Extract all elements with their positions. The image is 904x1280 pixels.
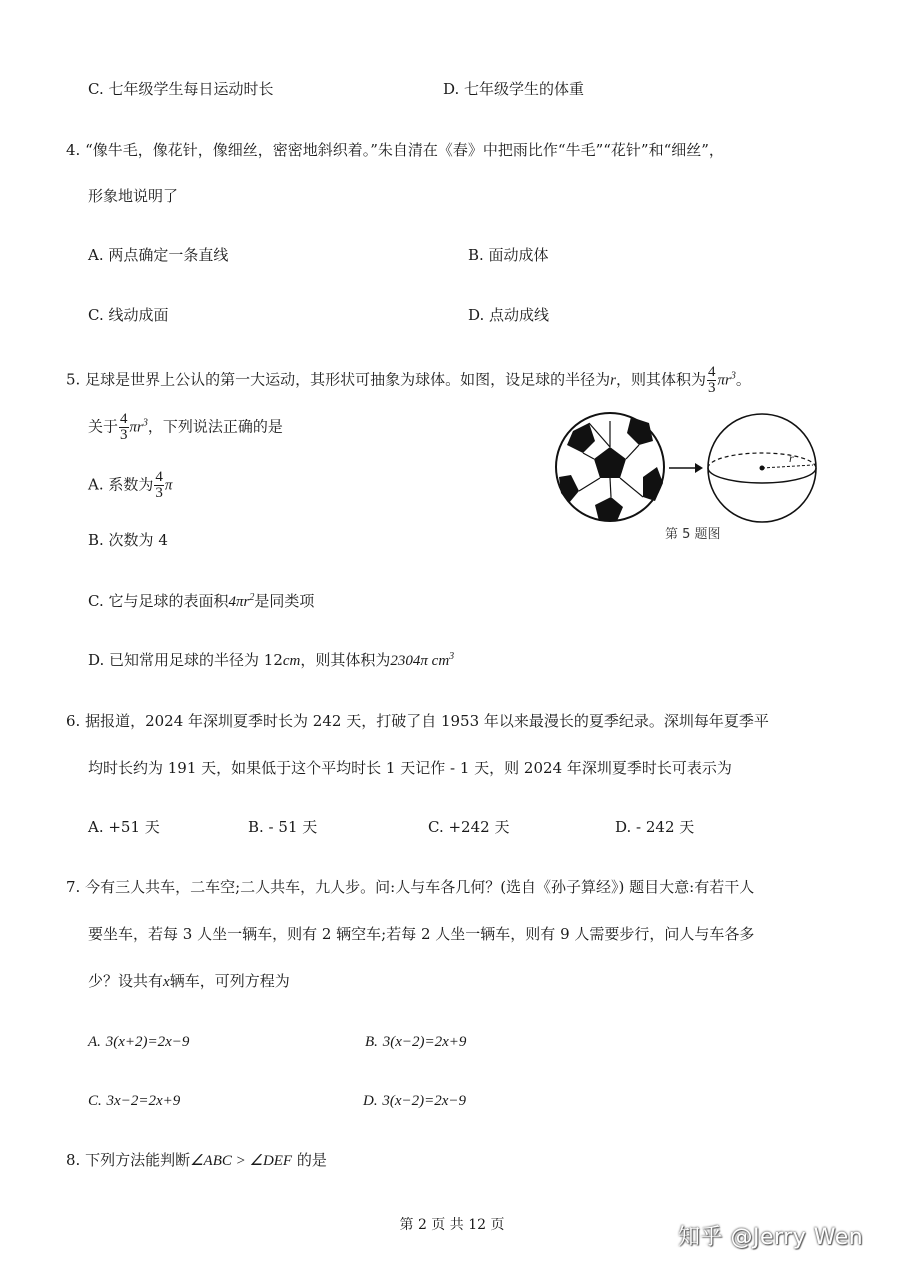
q5-option-d-text: D. 已知常用足球的半径为 12 bbox=[88, 651, 283, 669]
q4-option-b: B. 面动成体 bbox=[468, 246, 549, 264]
q6-option-c: C. +242 天 bbox=[428, 818, 510, 836]
q5-pi-r: πr bbox=[717, 372, 731, 389]
q8-stem-text: 8. 下列方法能判断 bbox=[66, 1151, 191, 1169]
q5-period: 。 bbox=[735, 370, 751, 389]
q6-option-a: A. +51 天 bbox=[88, 818, 160, 836]
q5-option-c bbox=[88, 591, 314, 612]
fraction-denominator: 3 bbox=[120, 427, 128, 443]
option-label: A. bbox=[88, 1034, 101, 1050]
q5-volume-value: 2304π cm bbox=[390, 653, 450, 669]
q7-option-b bbox=[365, 1031, 466, 1052]
fraction-numerator: 4 bbox=[155, 469, 163, 485]
q7-equation-b: 3(x−2)=2x+9 bbox=[382, 1034, 467, 1050]
q4-stem-line1: 4. “像牛毛，像花针，像细丝，密密地斜织着。”朱自清在《春》中把雨比作“牛毛”“花针”和“细丝”， bbox=[66, 141, 724, 159]
q5-stem-line2 bbox=[88, 412, 283, 443]
q5-exponent: 3 bbox=[730, 370, 736, 382]
option-label: C. bbox=[88, 1093, 102, 1109]
q5-option-d bbox=[88, 650, 454, 671]
fraction-numerator: 4 bbox=[120, 411, 128, 427]
q6-stem-line1: 6. 据报道，2024 年深圳夏季时长为 242 天，打破了自 1953 年以来最漫长的夏季纪录。深圳每年夏季平 bbox=[66, 712, 769, 730]
q5-option-d-mid: ，则其体积为 bbox=[300, 651, 391, 669]
q5-option-c-tail: 是同类项 bbox=[254, 592, 315, 610]
q5-unit-cm: cm bbox=[282, 653, 301, 669]
q5-fraction-2 bbox=[119, 412, 129, 443]
fraction-denominator: 3 bbox=[155, 485, 163, 501]
q6-option-d: D. - 242 天 bbox=[615, 818, 695, 836]
sphere-radius-label: r bbox=[789, 451, 794, 465]
watermark: 知乎 @Jerry Wen bbox=[678, 1225, 864, 1250]
q7-stem-line3 bbox=[88, 971, 290, 992]
option-label: D. bbox=[363, 1093, 378, 1109]
q4-option-a: A. 两点确定一条直线 bbox=[88, 246, 229, 264]
q8-angle-expr: ∠ABC > ∠DEF bbox=[190, 1153, 293, 1169]
q7-option-d bbox=[363, 1090, 466, 1111]
arrow-right-icon bbox=[669, 463, 703, 473]
q5-option-a bbox=[88, 470, 172, 501]
q5-surface-area-expr: 4πr bbox=[228, 594, 250, 610]
q8-stem bbox=[66, 1150, 327, 1171]
q5-pi: π bbox=[164, 477, 173, 494]
soccer-ball-icon bbox=[556, 413, 664, 521]
q7-stem-line2: 要坐车，若每 3 人坐一辆车，则有 2 辆空车;若每 2 人坐一辆车，则有 9 人需要步行，问人与车各多 bbox=[88, 925, 755, 943]
q6-option-b: B. - 51 天 bbox=[248, 818, 318, 836]
q5-volume-exponent: 3 bbox=[449, 651, 455, 662]
sphere-icon bbox=[708, 414, 816, 522]
q3-option-c: C. 七年级学生每日运动时长 bbox=[88, 80, 274, 98]
q5-var-r: r bbox=[610, 372, 616, 389]
page-footer: 第 2 页 共 12 页 bbox=[399, 1217, 505, 1233]
q5-stem-text: 5. 足球是世界上公认的第一大运动，其形状可抽象为球体。如图，设足球的半径为 bbox=[66, 370, 611, 389]
q7-equation-d: 3(x−2)=2x−9 bbox=[382, 1093, 467, 1109]
q5-option-a-text: A. 系数为 bbox=[88, 475, 154, 494]
q4-option-d: D. 点动成线 bbox=[468, 306, 550, 324]
q5-fraction bbox=[707, 365, 717, 396]
q5-option-a-fraction bbox=[154, 470, 164, 501]
figure-caption: 第 5 题图 bbox=[665, 527, 721, 542]
q5-exponent-2: 3 bbox=[142, 417, 148, 429]
q6-stem-line2: 均时长约为 191 天，如果低于这个平均时长 1 天记作 - 1 天，则 2024 年深圳夏季时长可表示为 bbox=[88, 759, 732, 777]
fraction-denominator: 3 bbox=[707, 380, 716, 396]
q7-var-x: x bbox=[163, 974, 170, 990]
q7-equation-a: 3(x+2)=2x−9 bbox=[105, 1034, 190, 1050]
q8-stem-tail: 的是 bbox=[296, 1151, 327, 1169]
q5-about-text: 关于 bbox=[88, 417, 119, 436]
q5-square-exponent: 2 bbox=[249, 592, 255, 603]
q5-option-b: B. 次数为 4 bbox=[88, 531, 168, 549]
q5-figure bbox=[555, 405, 820, 545]
q7-equation-c: 3x−2=2x+9 bbox=[106, 1093, 181, 1109]
option-label: B. bbox=[365, 1034, 378, 1050]
q7-option-a bbox=[88, 1031, 189, 1052]
q7-stem-text: 少？设共有 bbox=[88, 972, 164, 990]
q5-option-c-text: C. 它与足球的表面积 bbox=[88, 592, 229, 610]
q4-stem-line2: 形象地说明了 bbox=[88, 187, 179, 205]
q7-option-c bbox=[88, 1090, 180, 1111]
q5-question-text: ，下列说法正确的是 bbox=[147, 417, 283, 436]
q7-stem-tail: 辆车，可列方程为 bbox=[169, 972, 290, 990]
q7-stem-line1: 7. 今有三人共车，二车空;二人共车，九人步。问:人与车各几何？(选自《孙子算经》) 题目大意:有若干人 bbox=[66, 878, 755, 896]
q3-option-d: D. 七年级学生的体重 bbox=[443, 80, 585, 98]
q5-stem-text-2: ，则其体积为 bbox=[615, 370, 706, 389]
q5-pi-r-2: πr bbox=[129, 419, 143, 436]
q5-stem-line1 bbox=[66, 365, 751, 396]
q4-option-c: C. 线动成面 bbox=[88, 306, 169, 324]
fraction-numerator: 4 bbox=[707, 364, 716, 380]
